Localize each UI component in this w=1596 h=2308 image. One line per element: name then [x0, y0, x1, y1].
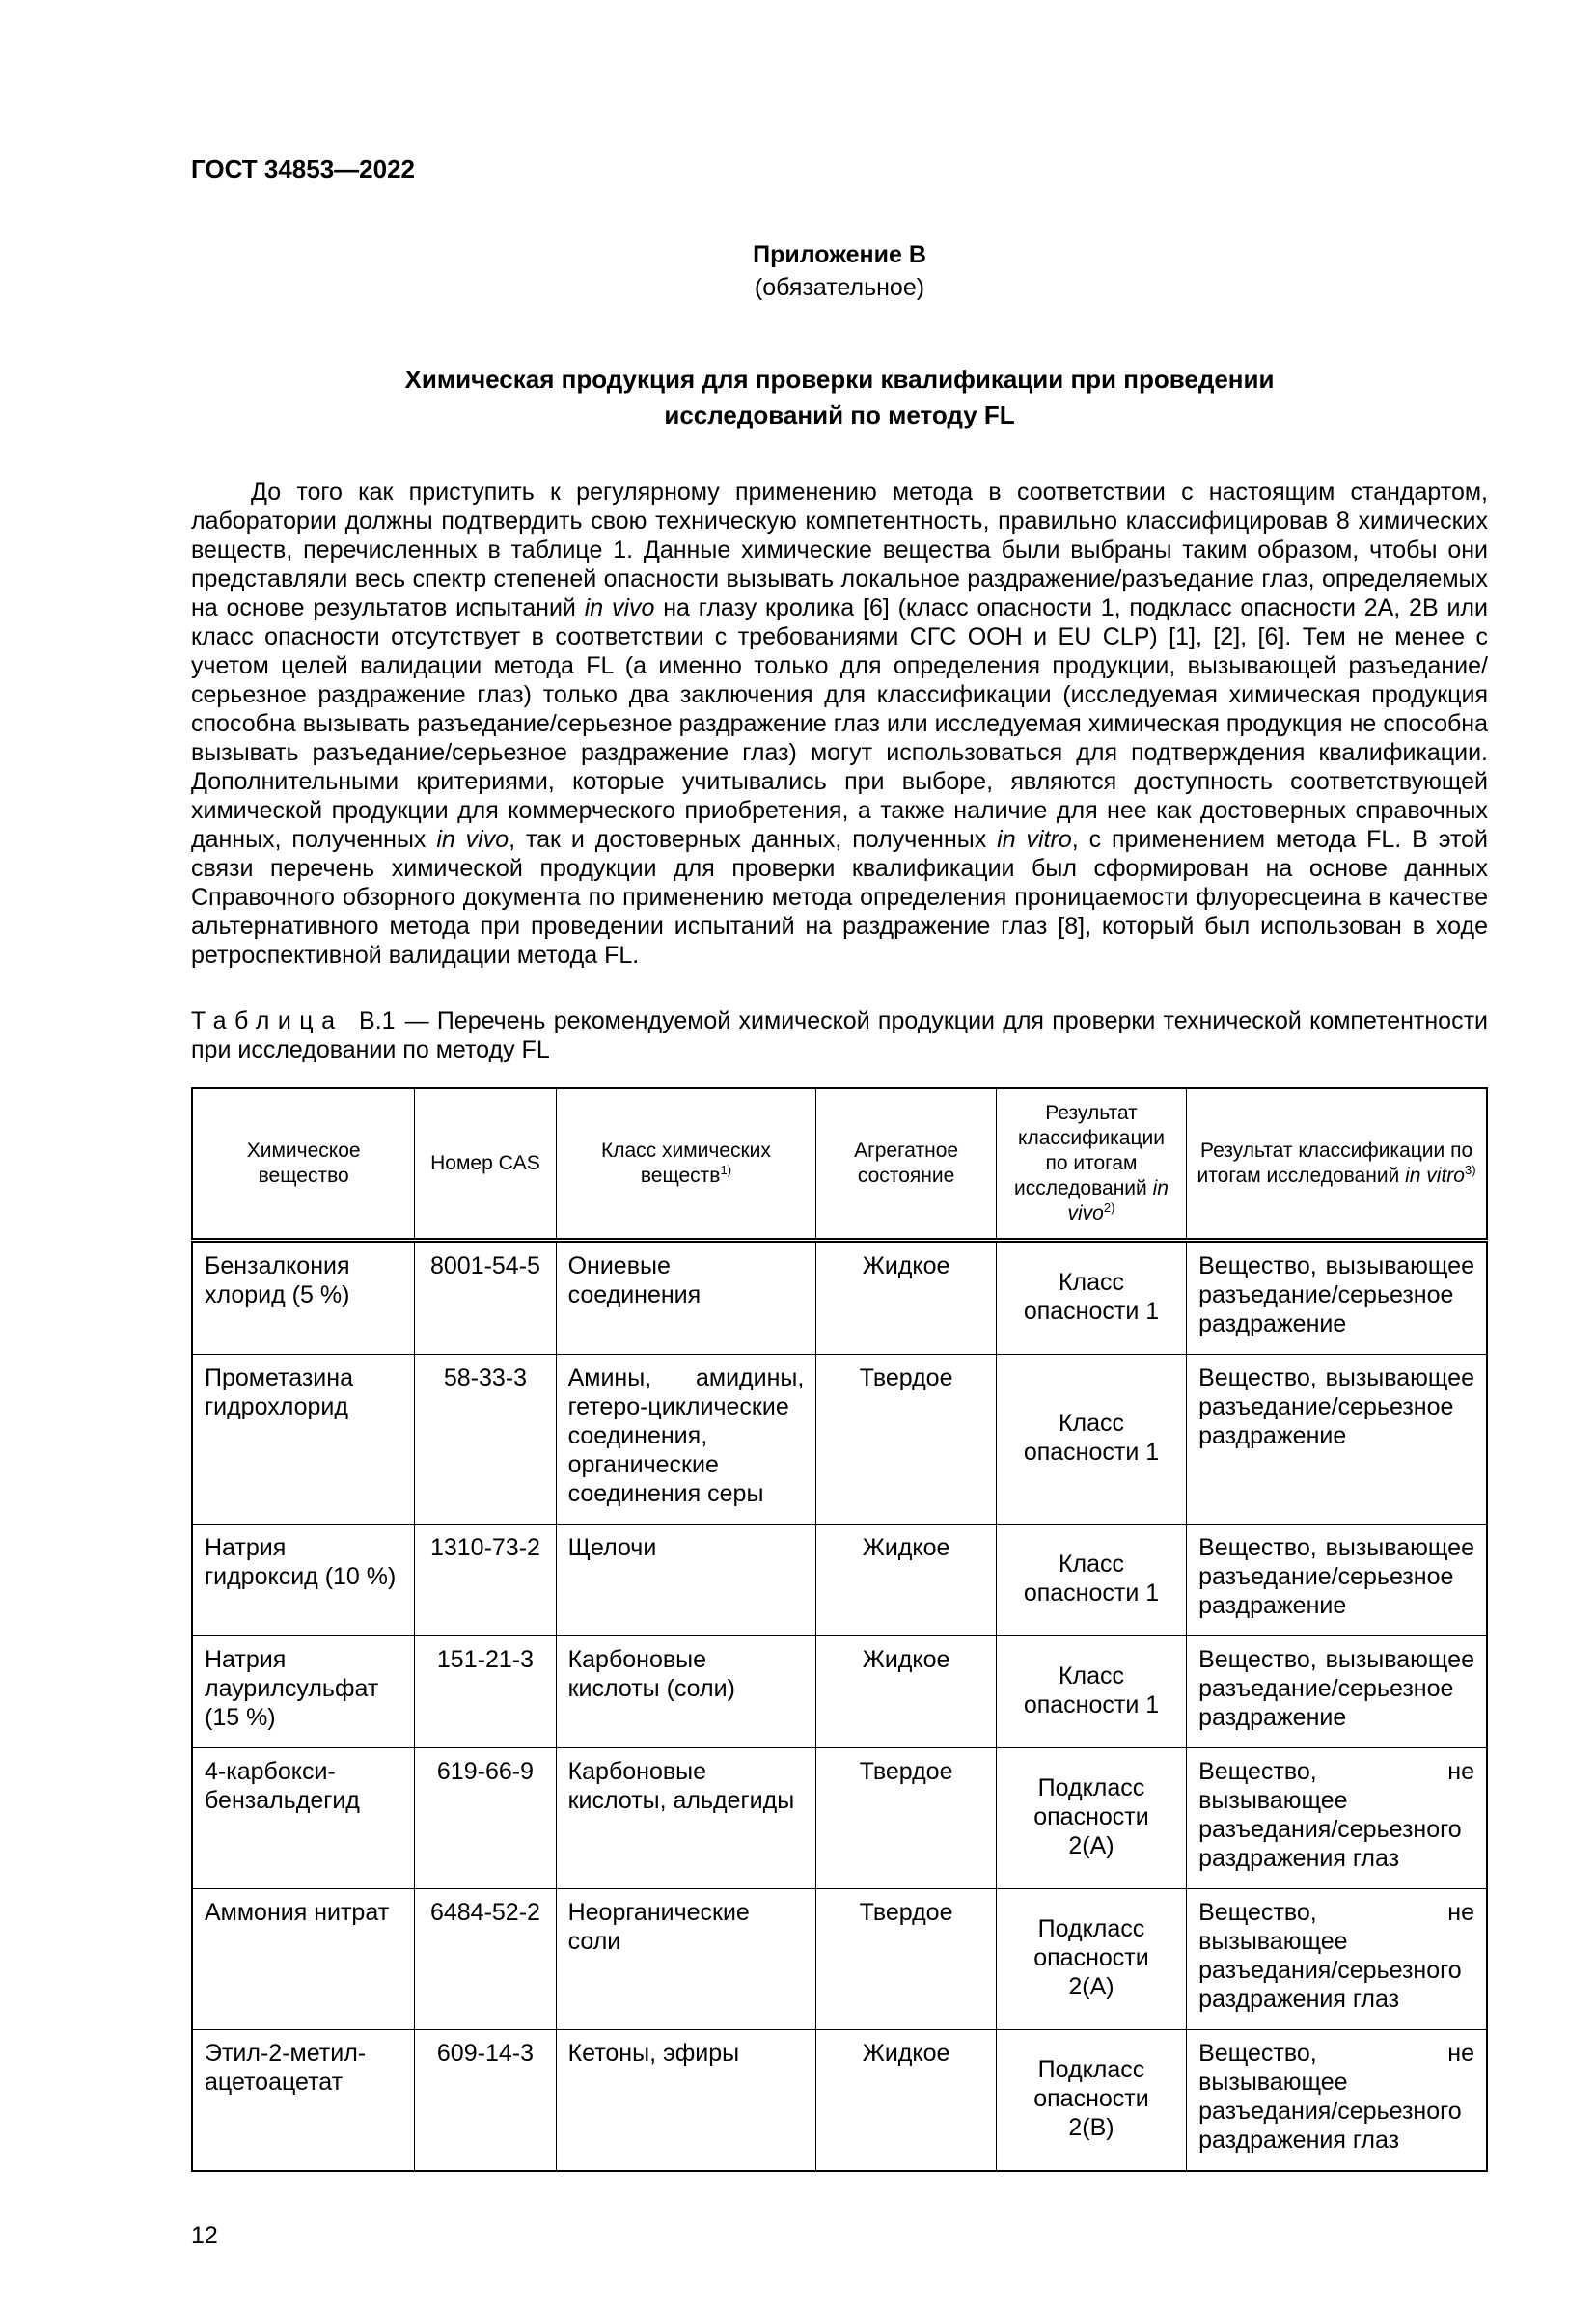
appendix-label: Приложение В [753, 241, 926, 268]
cell-aggregate-state: Твердое [816, 1355, 997, 1525]
cell-invitro-result: Вещество, вызывающее разъедание/серьезное раздражение [1187, 1525, 1487, 1636]
cell-chemical-class: Кетоны, эфиры [556, 2030, 816, 2172]
cell-substance: Натрия лаурилсульфат (15 %) [192, 1636, 415, 1748]
cell-chemical-class: Неорганические соли [556, 1889, 816, 2030]
cell-invitro-result: Вещество, не вызывающее разъедания/серьезного раздражения глаз [1187, 1748, 1487, 1889]
cell-invitro-result: Вещество, вызывающее разъедание/серьезное раздражение [1187, 1355, 1487, 1525]
cell-substance: Этил-2-метил-ацетоацетат [192, 2030, 415, 2172]
cell-substance: Аммония нитрат [192, 1889, 415, 2030]
cell-aggregate-state: Жидкое [816, 1241, 997, 1355]
cell-chemical-class: Ониевые соединения [556, 1241, 816, 1355]
header-invitro-result: Результат классификации по итогам исследований in vitro$^{3)}$ [1187, 1088, 1487, 1241]
table-row [192, 1525, 1487, 1636]
proficiency-chemicals-table [191, 1087, 1488, 2172]
cell-invitro-result: Вещество, не вызывающее разъедания/серьезного раздражения глаз [1187, 1889, 1487, 2030]
cell-cas-number: 6484-52-2 [415, 1889, 556, 2030]
cell-chemical-class: Карбоновые кислоты (соли) [556, 1636, 816, 1748]
appendix-title: Химическая продукция для проверки квалификации при проведении исследований по методу FL [404, 365, 1275, 429]
cell-chemical-class: Карбоновые кислоты, альдегиды [556, 1748, 816, 1889]
cell-invivo-result: Подкласс опасности 2(В) [996, 2030, 1186, 2172]
cell-invitro-result: Вещество, вызывающее разъедание/серьезное раздражение [1187, 1241, 1487, 1355]
cell-aggregate-state: Твердое [816, 1748, 997, 1889]
cell-chemical-class: Щелочи [556, 1525, 816, 1636]
header-cas-number: Номер CAS [415, 1088, 556, 1241]
cell-invivo-result: Класс опасности 1 [996, 1636, 1186, 1748]
appendix-obligatory-note: (обязательное) [754, 274, 925, 301]
cell-invitro-result: Вещество, не вызывающее разъедания/серьезного раздражения глаз [1187, 2030, 1487, 2172]
cell-invivo-result: Класс опасности 1 [996, 1241, 1186, 1355]
table-caption-text: — Перечень рекомендуемой химической продукции для проверки технической компетентности при исследовании по методу FL [191, 1007, 1488, 1063]
cell-substance: 4-карбокси-бензальдегид [192, 1748, 415, 1889]
body-paragraph: До того как приступить к регулярному применению метода в соответствии с настоящим стандартом, лаборатории должны подтвердить свою техническую компетентность, правильно классифицировав 8 химических веществ, перечисленных в таблице 1. Данные химические вещества были выбраны таким образом, чтобы они представляли весь спектр степеней опасности вызывать локальное раздражение/разъедание глаз, определяемых на основе результатов испытаний in vivo на глазу кролика [6] (класс опасности 1, подкласс опасности 2А, 2В или класс опасности отсутствует в соответствии с требованиями СГС ООН и EU CLP) [1], [2], [6]. Тем не менее с учетом целей валидации метода FL (а именно только для определения продукции, вызывающей разъедание/серьезное раздражение глаз) только два заключения для классификации (исследуемая химическая продукция способна вызывать разъедание/серьезное раздражение глаз или исследуемая химическая продукция не способна вызывать разъедание/серьезное раздражение глаз) могут использоваться для подтверждения квалификации. Дополнительными критериями, которые учитывались при выборе, являются доступность соответствующей химической продукции для коммерческого приобретения, а также наличие для нее как достоверных справочных данных, полученных in vivo, так и достоверных данных, полученных in vitro, с применением метода FL. В этой связи перечень химической продукции для проверки квалификации был сформирован на основе данных Справочного обзорного документа по применению метода определения проницаемости флуоресцеина в качестве альтернативного метода при проведении испытаний на раздражение глаз [8], который был использован в ходе ретроспективной валидации метода FL. [191, 479, 1488, 969]
page-number: 12 [191, 2222, 218, 2249]
cell-aggregate-state: Жидкое [816, 2030, 997, 2172]
table-row [192, 1355, 1487, 1525]
footnote-ref-1: 1) [720, 1163, 732, 1177]
document-number: ГОСТ 34853—2022 [191, 154, 415, 183]
cell-aggregate-state: Жидкое [816, 1636, 997, 1748]
cell-substance: Бензалкония хлорид (5 %) [192, 1241, 415, 1355]
cell-substance: Натрия гидроксид (10 %) [192, 1525, 415, 1636]
cell-cas-number: 619-66-9 [415, 1748, 556, 1889]
cell-cas-number: 8001-54-5 [415, 1241, 556, 1355]
cell-invivo-result: Класс опасности 1 [996, 1525, 1186, 1636]
table-caption [191, 1006, 1488, 1064]
table-row [192, 1748, 1487, 1889]
cell-invitro-result: Вещество, вызывающее разъедание/серьезное раздражение [1187, 1636, 1487, 1748]
cell-cas-number: 58-33-3 [415, 1355, 556, 1525]
cell-substance: Прометазина гидрохлорид [192, 1355, 415, 1525]
cell-aggregate-state: Твердое [816, 1889, 997, 2030]
cell-cas-number: 151-21-3 [415, 1636, 556, 1748]
cell-cas-number: 609-14-3 [415, 2030, 556, 2172]
table-body [192, 1241, 1487, 2172]
table-caption-number: В.1 [359, 1007, 396, 1034]
footnote-ref-2: 2) [1103, 1200, 1115, 1215]
header-chemical-substance: Химическое вещество [192, 1088, 415, 1241]
header-chemical-class: Класс химических веществ$^{1)}$ [556, 1088, 816, 1241]
cell-aggregate-state: Жидкое [816, 1525, 997, 1636]
table-row [192, 1241, 1487, 1355]
cell-cas-number: 1310-73-2 [415, 1525, 556, 1636]
footnote-ref-3: 3) [1464, 1163, 1476, 1177]
cell-invivo-result: Подкласс опасности 2(А) [996, 1748, 1186, 1889]
cell-invivo-result: Класс опасности 1 [996, 1355, 1186, 1525]
cell-invivo-result: Подкласс опасности 2(А) [996, 1889, 1186, 2030]
table-row [192, 2030, 1487, 2172]
table-header-row [192, 1088, 1487, 1241]
header-invivo-result: Результат классификации по итогам исследований in vivo$^{2)}$ [996, 1088, 1186, 1241]
table-row [192, 1636, 1487, 1748]
table-row [192, 1889, 1487, 2030]
cell-chemical-class: Амины, амидины, гетеро-циклические соединения, органические соединения серы [556, 1355, 816, 1525]
table-caption-word: Таблица [191, 1007, 344, 1034]
header-aggregate-state: Агрегатное состояние [816, 1088, 997, 1241]
